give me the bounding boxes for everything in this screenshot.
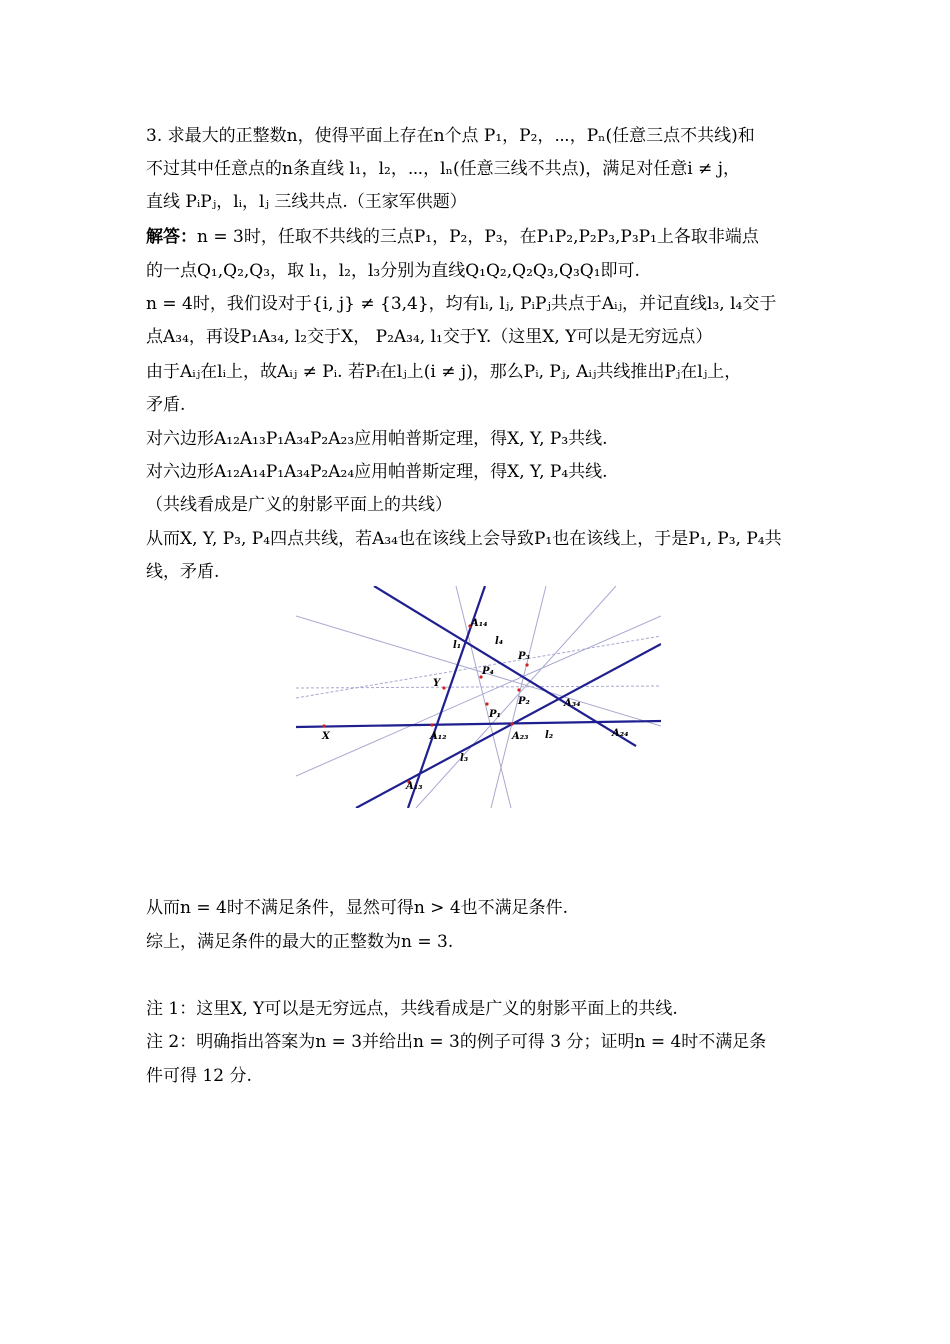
label-A14: A₁₄ bbox=[471, 618, 488, 629]
label-Y: Y bbox=[433, 678, 441, 689]
solution-line-3: n = 4时，我们设对于{i, j} ≠ {3,4}，均有lᵢ, lⱼ, PᵢPⱼ共点于Aᵢⱼ，并记直线l₃, l₄交于 bbox=[146, 294, 777, 314]
solution-line-11: 线，矛盾. bbox=[146, 562, 220, 582]
solution-line-1 bbox=[146, 226, 826, 248]
solution-line-1-text: n = 3时，任取不共线的三点P₁，P₂，P₃，在P₁P₂,P₂P₃,P₃P₁上各取非端点 bbox=[197, 227, 759, 247]
note-2-line-2: 件可得 12 分. bbox=[146, 1066, 252, 1086]
label-l3: l₃ bbox=[460, 753, 469, 764]
point-P1 bbox=[485, 702, 488, 705]
label-A13: A₁₃ bbox=[406, 781, 423, 792]
solution-line-2: 的一点Q₁,Q₂,Q₃，取 l₁，l₂，l₃分别为直线Q₁Q₂,Q₂Q₃,Q₃Q₁即可. bbox=[146, 261, 640, 281]
label-P4: P₄ bbox=[482, 666, 494, 677]
solution-line-10: 从而X, Y, P₃, P₄四点共线，若A₃₄也在该线上会导致P₁也在该线上，于是P₁, P₃, P₄共 bbox=[146, 529, 782, 549]
label-l2: l₂ bbox=[545, 730, 554, 741]
solution-line-9: （共线看成是广义的射影平面上的共线） bbox=[146, 495, 452, 515]
aux-dashed-2 bbox=[296, 636, 661, 698]
aux-line-2 bbox=[296, 616, 661, 776]
label-P3: P₃ bbox=[518, 651, 530, 662]
label-A34: A₃₄ bbox=[564, 698, 581, 709]
point-X bbox=[322, 724, 325, 727]
geometry-figure bbox=[296, 586, 661, 808]
solution-label: 解答： bbox=[146, 227, 197, 247]
aux-dashed-1 bbox=[296, 686, 661, 688]
point-P3 bbox=[525, 663, 528, 666]
label-l4: l₄ bbox=[495, 636, 504, 647]
conclusion-line-1: 从而n = 4时不满足条件，显然可得n > 4也不满足条件. bbox=[146, 898, 569, 918]
solution-line-4: 点A₃₄，再设P₁A₃₄, l₂交于X， P₂A₃₄, l₁交于Y.（这里X, Y可以是无穷远点） bbox=[146, 327, 713, 347]
label-P1: P₁ bbox=[489, 709, 501, 720]
label-A23: A₂₃ bbox=[512, 731, 529, 742]
note-2-line-1: 注 2：明确指出答案为n = 3并给出n = 3的例子可得 3 分；证明n = 4时不满足条 bbox=[146, 1032, 767, 1052]
note-1: 注 1：这里X, Y可以是无穷远点，共线看成是广义的射影平面上的共线. bbox=[146, 999, 678, 1019]
point-P2 bbox=[517, 688, 520, 691]
solution-line-5: 由于Aᵢⱼ在lᵢ上，故Aᵢⱼ ≠ Pᵢ. 若Pᵢ在lⱼ上(i ≠ j)，那么Pᵢ, Pⱼ, Aᵢⱼ共线推出Pⱼ在lⱼ上， bbox=[146, 362, 742, 382]
label-X: X bbox=[322, 731, 330, 742]
label-P2: P₂ bbox=[518, 696, 530, 707]
solution-line-7: 对六边形A₁₂A₁₃P₁A₃₄P₂A₂₃应用帕普斯定理，得X, Y, P₃共线. bbox=[146, 429, 608, 449]
label-A24: A₂₄ bbox=[612, 728, 629, 739]
problem-line-2: 不过其中任意点的n条直线 l₁，l₂，⋯，lₙ(任意三线不共点)，满足对任意i ≠ j， bbox=[146, 159, 740, 179]
point-Y bbox=[442, 686, 445, 689]
conclusion-line-2: 综上，满足条件的最大的正整数为n = 3. bbox=[146, 932, 454, 952]
problem-line-1: 3. 求最大的正整数n，使得平面上存在n个点 P₁，P₂，⋯，Pₙ(任意三点不共线)和 bbox=[146, 126, 755, 146]
point-A23 bbox=[510, 722, 513, 725]
problem-line-3: 直线 PᵢPⱼ，lᵢ，lⱼ 三线共点.（王家军供题） bbox=[146, 192, 467, 212]
aux-line-1 bbox=[296, 616, 661, 726]
geometry-svg bbox=[296, 586, 661, 808]
line-l4 bbox=[374, 586, 636, 746]
label-A12: A₁₂ bbox=[430, 731, 447, 742]
line-l2 bbox=[296, 721, 661, 727]
solution-line-8: 对六边形A₁₂A₁₄P₁A₃₄P₂A₂₄应用帕普斯定理，得X, Y, P₄共线. bbox=[146, 462, 608, 482]
label-l1: l₁ bbox=[453, 640, 462, 651]
solution-line-6: 矛盾. bbox=[146, 395, 186, 415]
point-A12 bbox=[430, 723, 433, 726]
